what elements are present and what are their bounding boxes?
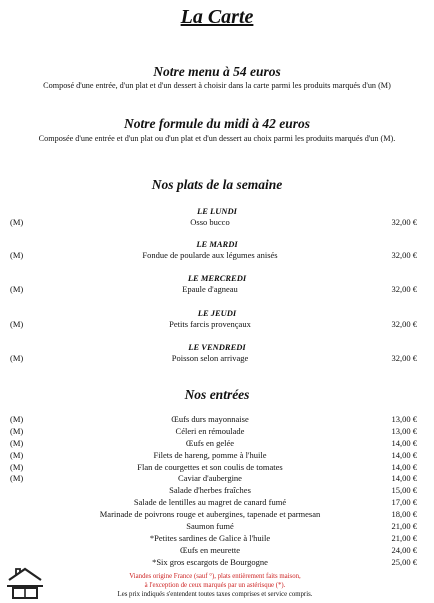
item-price: 24,00 €: [391, 544, 417, 555]
item-name: Filets de hareng, pomme à l'huile: [153, 449, 267, 460]
dish-name: Osso bucco: [190, 217, 230, 227]
dish-row: [0, 319, 434, 330]
dish-name: Epaule d'agneau: [182, 284, 238, 294]
item-price: 14,00 €: [391, 449, 417, 460]
dish-row: [0, 217, 434, 228]
day-block-lundi: [0, 206, 434, 228]
item-name: *Petites sardines de Galice à l'huile: [149, 532, 271, 543]
list-item: [0, 509, 434, 521]
list-item: [0, 426, 434, 438]
dish-row: [0, 353, 434, 364]
menu-mark: (M): [10, 319, 24, 329]
list-item: [0, 450, 434, 462]
menu-mark: (M): [10, 437, 24, 448]
dish-price: 32,00 €: [391, 250, 417, 260]
list-item: [0, 438, 434, 450]
item-price: 14,00 €: [391, 473, 417, 484]
item-name: Céleri en rémoulade: [175, 425, 245, 436]
page-title: La Carte: [180, 6, 254, 28]
item-name: Œufs en gelée: [185, 437, 235, 448]
item-name: Marinade de poivrons rouge et aubergines, tapenade et parmesan: [99, 509, 321, 520]
house-logo-icon: [5, 566, 45, 600]
item-name: Œufs en meurette: [180, 544, 240, 555]
list-item: [0, 521, 434, 533]
list-item: [0, 533, 434, 545]
day-block-mercredi: [0, 273, 434, 295]
origin-note-line-2: à l'exception de ceux marqués par un astérisque (*).: [144, 582, 286, 589]
menu-mark: (M): [10, 250, 24, 260]
menu-54-description: Composé d'une entrée, d'un plat et d'un dessert à choisir dans la carte parmi les produits marqués d'un (M): [43, 81, 391, 90]
item-price: 17,00 €: [391, 497, 417, 508]
item-name: Œufs durs mayonnaise: [171, 414, 249, 424]
item-price: 14,00 €: [391, 437, 417, 448]
item-name: Salade d'herbes fraîches: [169, 485, 251, 496]
item-price: 18,00 €: [391, 509, 417, 520]
item-price: 21,00 €: [391, 521, 417, 532]
menu-mark: (M): [10, 284, 24, 294]
menu-42-description: Composée d'une entrée et d'un plat ou d'un plat et d'un dessert au choix parmi les produits marqués d'un (M).: [38, 134, 396, 143]
entrees-heading: Nos entrées: [184, 387, 250, 402]
item-price: 15,00 €: [391, 485, 417, 496]
day-name: LE MARDI: [196, 239, 238, 249]
day-name: LE MERCREDI: [187, 273, 247, 283]
item-name: Caviar d'aubergine: [178, 473, 242, 484]
list-item: [0, 414, 434, 426]
dish-price: 32,00 €: [391, 284, 417, 294]
menu-mark: (M): [10, 425, 24, 436]
dish-name: Fondue de poularde aux légumes anisés: [142, 250, 278, 260]
prices-note: Les prix indiqués s'entendent toutes taxes comprises et service compris.: [117, 591, 313, 598]
menu-54-heading: Notre menu à 54 euros: [153, 64, 281, 79]
dish-name: Petits farcis provençaux: [169, 319, 251, 329]
day-block-jeudi: [0, 308, 434, 330]
origin-note-line-1: Viandes origine France (sauf °), plats entièrement faits maison,: [129, 573, 301, 580]
entrees-list: [0, 414, 434, 569]
item-name: Flan de courgettes et son coulis de tomates: [137, 461, 283, 472]
menu-mark: (M): [10, 449, 24, 460]
day-name: LE LUNDI: [197, 206, 237, 216]
list-item: [0, 485, 434, 497]
plats-heading: Nos plats de la semaine: [151, 177, 283, 192]
list-item: [0, 473, 434, 485]
list-item: [0, 545, 434, 557]
dish-row: [0, 250, 434, 261]
menu-mark: (M): [10, 473, 24, 484]
list-item: [0, 557, 434, 569]
menu-mark: (M): [10, 353, 24, 363]
item-name: Salade de lentilles au magret de canard fumé: [133, 497, 287, 508]
item-price: 14,00 €: [391, 461, 417, 472]
item-price: 13,00 €: [391, 425, 417, 436]
menu-42-heading: Notre formule du midi à 42 euros: [123, 116, 310, 131]
item-price: 25,00 €: [391, 556, 417, 567]
menu-mark: (M): [10, 461, 24, 472]
dish-row: [0, 284, 434, 295]
day-block-mardi: [0, 239, 434, 261]
menu-mark: (M): [10, 414, 24, 424]
item-name: *Six gros escargots de Bourgogne: [152, 556, 268, 567]
day-name: LE JEUDI: [197, 308, 237, 318]
list-item: [0, 497, 434, 509]
dish-price: 32,00 €: [391, 353, 417, 363]
day-block-vendredi: [0, 342, 434, 364]
dish-price: 32,00 €: [391, 217, 417, 227]
item-price: 13,00 €: [391, 414, 417, 424]
day-name: LE VENDREDI: [188, 342, 246, 352]
item-name: Saumon fumé: [186, 521, 234, 532]
list-item: [0, 462, 434, 474]
dish-price: 32,00 €: [391, 319, 417, 329]
menu-mark: (M): [10, 217, 24, 227]
dish-name: Poisson selon arrivage: [171, 353, 249, 363]
item-price: 21,00 €: [391, 532, 417, 543]
